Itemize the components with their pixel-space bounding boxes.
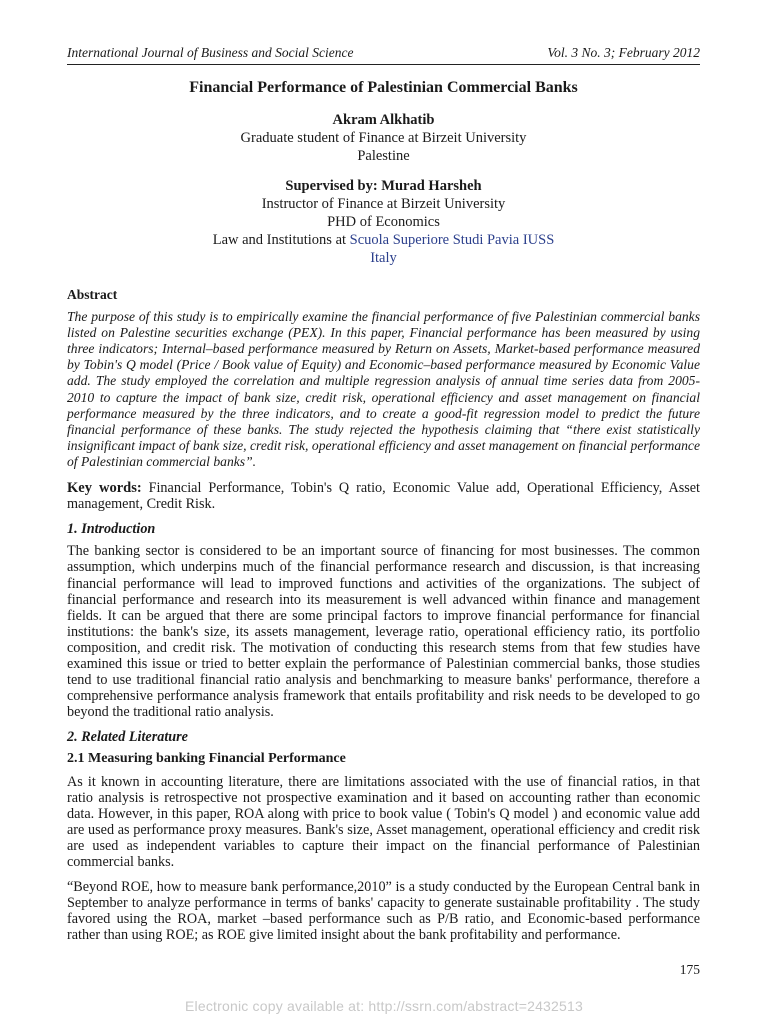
section-heading-introduction: 1. Introduction <box>67 521 156 538</box>
supervisor-position: Instructor of Finance at Birzeit University <box>261 196 506 212</box>
supervisor-institution-prefix: Law and Institutions at <box>212 232 350 248</box>
journal-name: International Journal of Business and Social Science <box>67 45 354 60</box>
supervisor-institution <box>67 231 700 249</box>
issue-info: Vol. 3 No. 3; February 2012 <box>547 45 700 60</box>
author-country: Palestine <box>357 148 410 164</box>
supervisor-country-link[interactable]: Italy <box>370 250 397 266</box>
supervisor-degree: PHD of Economics <box>327 214 440 230</box>
author-name: Akram Alkhatib <box>332 112 435 128</box>
keywords-label: Key words: <box>67 480 142 497</box>
abstract-heading: Abstract <box>67 287 118 302</box>
paper-title: Financial Performance of Palestinian Commercial Banks <box>189 79 578 96</box>
main-content <box>67 287 700 943</box>
subsection-heading: 2.1 Measuring banking Financial Performance <box>67 751 346 767</box>
page-number: 175 <box>679 962 700 977</box>
section-heading-related-literature: 2. Related Literature <box>67 729 188 746</box>
author-affiliation: Graduate student of Finance at Birzeit University <box>240 130 527 146</box>
keywords <box>67 480 700 512</box>
institution-link[interactable]: Scuola Superiore Studi Pavia IUSS <box>349 232 555 248</box>
introduction-paragraph: The banking sector is considered to be an important source of financing for most businesses. The common assumption, which underpins much of the financial performance research and discussion, is that increasing financial performance will lead to improved functions and activities of the organizations. The subject of financial performance and research into its measurement is well advanced within finance and management fields. It can be argued that there are some principal factors to improve financial performance for financial institutions: the bank's size, its assets management, leverage ratio, operational efficiency ratio, its portfolio composition, and credit risk. The motivation of conducting this research stems from that few studies have examined this issue or tried to better explain the performance of Palestinian commercial banks, those studies tend to use traditional financial ratio analysis and benchmarking to measure banks' performance, therefore a comprehensive performance analysis framework that entails profitability and risk needs to be developed to go beyond the traditional ratio analysis. <box>67 543 700 721</box>
literature-paragraph-2: “Beyond ROE, how to measure bank performance,2010” is a study conducted by the European Central bank in September to analyze performance in terms of banks' capacity to generate sustainable profitability . The study favored using the ROA, market –based performance such as P/B ratio, and Economic-based performance rather than using ROE; as ROE give limited insight about the bank profitability and performance. <box>67 879 700 944</box>
literature-paragraph-1: As it known in accounting literature, there are limitations associated with the use of financial ratios, in that ratio analysis is retrospective not prospective examination and it based on accounting rather than economic data. However, in this paper, ROA along with price to book value ( Tobin's Q model ) and economic value add are used as performance proxy measures. Bank's size, Asset management, operational efficiency and credit risk are used as independent variables to capture their impact on the financial performance of Palestinian commercial banks. <box>67 773 700 870</box>
title-block <box>67 78 700 267</box>
keywords-text: Financial Performance, Tobin's Q ratio, Economic Value add, Operational Efficiency, Asset management, Credit Risk. <box>67 480 700 513</box>
supervisor-name: Supervised by: Murad Harsheh <box>285 178 482 194</box>
abstract-body: The purpose of this study is to empirically examine the financial performance of five Palestinian commercial banks listed on Palestine securities exchange (PEX). In this paper, Financial performance has been measured by using three indicators; Internal–based performance measured by Return on Assets, Market-based performance measured by Tobin's Q model (Price / Book value of Equity) and Economic–based performance measured by Economic Value add. The study employed the correlation and multiple regression analysis of annual time series data from 2005-2010 to capture the impact of bank size, credit risk, operational efficiency and asset management on financial performance measured by the three indicators, and to create a good-fit regression model to predict the future financial performance of these banks. The study rejected the hypothesis claiming that “there exist statistically insignificant impact of bank size, credit risk, operational efficiency and asset management on financial performance of Palestinian commercial banks”. <box>67 309 700 469</box>
running-head <box>67 45 700 65</box>
ssrn-watermark: Electronic copy available at: http://ssrn.com/abstract=2432513 <box>184 998 583 1014</box>
